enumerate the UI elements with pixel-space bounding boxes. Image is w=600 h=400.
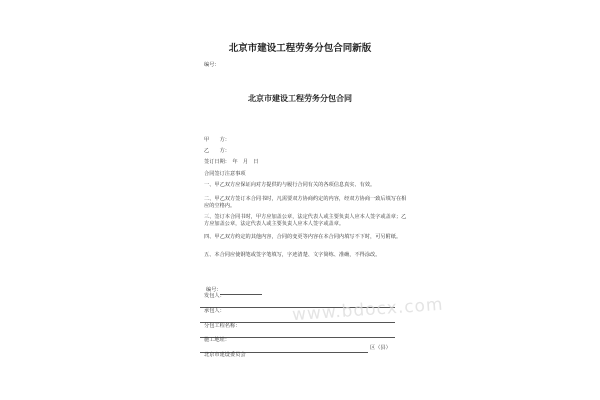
main-title: 北京市建设工程劳务分包合同新版	[228, 43, 372, 54]
site-label: 施工地址：	[204, 337, 230, 343]
sub-title: 北京市建设工程劳务分包合同	[248, 93, 352, 103]
subcontractor-label: 承包人：	[204, 308, 225, 314]
issuer-label: 北京市建设委员会	[204, 352, 246, 358]
party-b-label: 乙 方：	[204, 148, 230, 154]
notes-heading: 合同签订注意事项	[204, 171, 246, 177]
contractor-label: 发包人：	[204, 293, 225, 299]
note-item: 三、签订本合同书时，甲方应加盖公章，法定代表人或主要负责人应本人签字或盖章；乙方应加盖公章，法定代表人或主要负责人应本人签字或盖章。	[204, 214, 407, 228]
district-label: 区（县）	[370, 345, 391, 351]
note-item: 二、甲乙双方签订本合同书时，凡需要双方协商约定的内容，经双方协商一致后填写在相应的空格内。	[204, 196, 407, 210]
party-a-label: 甲 方：	[204, 137, 230, 143]
sign-date-label: 签订日期： 年 月 日	[204, 159, 259, 165]
note-item: 一、甲乙双方应保证向对方提供的与履行合同有关的各项信息真实、有效。	[204, 182, 376, 188]
form-number-label: 编号：	[206, 287, 222, 293]
project-name-label: 分包工程名称：	[204, 323, 241, 329]
note-item: 五、本合同应使钢笔或签字笔填写，字迹清楚、文字简练、准确，不得涂改。	[204, 252, 381, 258]
form-number-line	[220, 294, 262, 295]
note-item: 四、甲乙双方约定的其他内容，合同的变更等内容在本合同内填写不下时，可另附纸。	[204, 234, 402, 240]
watermark: www.bdocx.com	[291, 294, 445, 326]
number-label: 编号：	[204, 62, 220, 68]
